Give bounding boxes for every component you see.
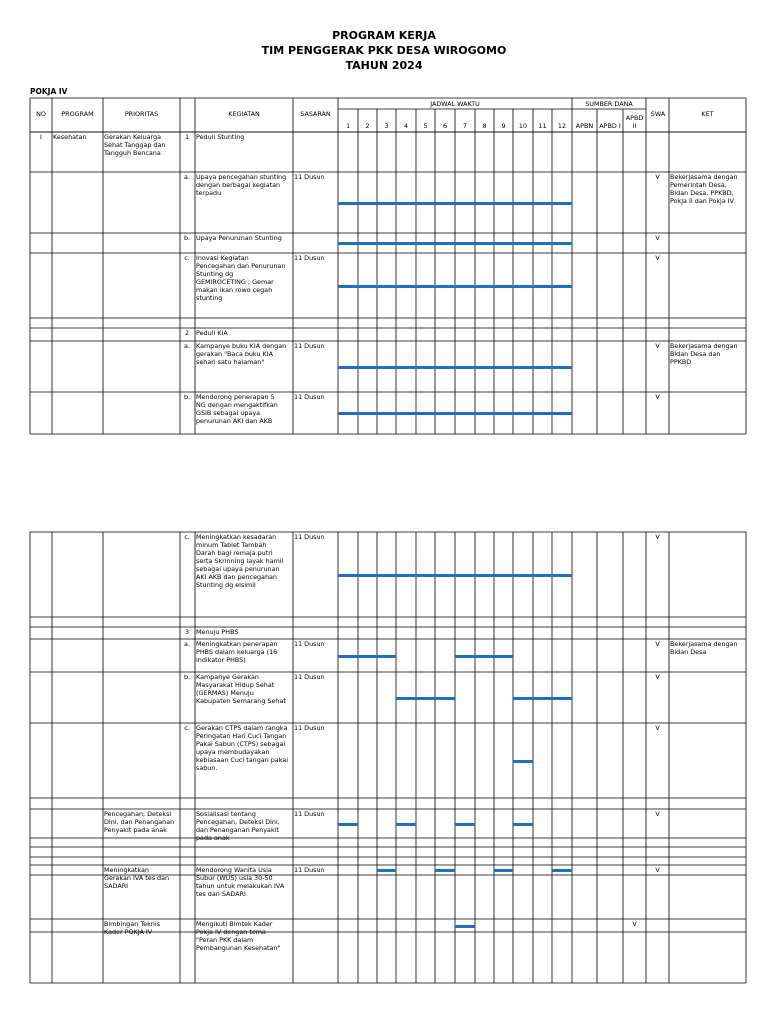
row-sasaran: 11 Dusun (294, 533, 325, 541)
row-swa: V (655, 254, 660, 262)
row-no (30, 810, 52, 838)
row-prioritas: Gerakan Keluarga Sehat Tanggap dan Tangguh Bencana (104, 133, 166, 157)
row-prioritas (104, 329, 180, 341)
row-program (53, 173, 103, 233)
row-sasaran: 11 Dusun (294, 342, 325, 350)
row-apbd2 (623, 393, 646, 434)
row-ket: Bekerjasama dengan Bidan Desa (670, 640, 738, 656)
row-swa (646, 799, 669, 809)
row-apbd2 (623, 876, 646, 919)
row-apbd2 (623, 866, 646, 875)
row-program (53, 319, 103, 328)
row-kegiatan (196, 618, 293, 627)
schedule-bar (338, 655, 396, 658)
row-apbd2: V (632, 920, 637, 928)
row-no (30, 920, 52, 932)
row-index: b. (183, 673, 191, 681)
row-apbd2 (623, 810, 646, 838)
row-swa (646, 876, 669, 919)
header-sumber-dana: SUMBER DANA (585, 100, 633, 108)
row-ket (670, 810, 746, 838)
row-apbd2 (623, 799, 646, 809)
row-swa (646, 839, 669, 847)
header-no: NO (36, 110, 46, 118)
row-index: a. (184, 173, 190, 181)
row-apbd2 (623, 319, 646, 328)
row-kegiatan (196, 319, 293, 328)
row-sasaran (294, 920, 338, 932)
row-kegiatan: Menuju PHBS (196, 628, 239, 636)
row-index: b. (183, 234, 191, 242)
row-sasaran (294, 329, 338, 341)
row-swa: V (655, 393, 660, 401)
row-ket (670, 319, 746, 328)
row-program (53, 866, 103, 875)
row-ket (670, 876, 746, 919)
row-sasaran: 11 Dusun (294, 673, 325, 681)
row-ket (670, 724, 746, 798)
row-sasaran: 11 Dusun (294, 810, 325, 818)
row-program (53, 329, 103, 341)
row-no (30, 329, 52, 341)
schedule-bar (377, 869, 396, 872)
row-sasaran: 11 Dusun (294, 254, 325, 262)
row-prioritas: Pencegahan, Deteksi Dini, dan Penanganan Penyakit pada anak (104, 810, 175, 834)
row-kegiatan: Peduli KIA (196, 329, 228, 337)
row-prioritas (104, 173, 180, 233)
row-swa (646, 920, 669, 932)
row-no (30, 640, 52, 672)
row-swa: V (655, 640, 660, 648)
row-index (180, 839, 194, 847)
row-no (30, 866, 52, 875)
row-no (30, 173, 52, 233)
row-ket: Bekerjasama dengan Pemerintah Desa, Bidan Desa, PPKBD, Pokja II dan Pokja IV (670, 173, 738, 205)
row-kegiatan (196, 848, 293, 857)
row-program (53, 533, 103, 617)
header-month: 8 (482, 122, 487, 130)
row-prioritas: Meningkatkan Gerakan IVA tes dan SADARI (104, 866, 170, 890)
header-month: 9 (501, 122, 506, 130)
header-month: 12 (557, 122, 567, 130)
schedule-bar (396, 697, 455, 700)
row-sasaran: 11 Dusun (294, 640, 325, 648)
row-swa: V (655, 810, 660, 818)
row-program (53, 234, 103, 253)
row-prioritas (104, 254, 180, 318)
schedule-bar (338, 202, 572, 205)
row-program (53, 810, 103, 838)
row-swa (646, 858, 669, 865)
row-sasaran (294, 858, 338, 865)
row-sasaran (294, 799, 338, 809)
row-sasaran (294, 876, 338, 919)
header-month: 3 (384, 122, 389, 130)
row-sasaran (294, 848, 338, 857)
row-prioritas (104, 839, 180, 847)
row-no (30, 673, 52, 723)
row-ket (670, 234, 746, 253)
header-month: 11 (538, 122, 547, 130)
header-swa: SWA (650, 110, 666, 118)
row-kegiatan: Gerakan CTPS dalam rangka Peringatan Hari Cuci Tangan Pakai Sabun (CTPS) sebagai upaya membudayakan kebiasaan Cuci tangan pakai sabun. (196, 724, 289, 772)
row-ket (670, 920, 746, 932)
row-ket (670, 533, 746, 617)
row-swa: V (655, 673, 660, 681)
header-apbd1: APBD I (599, 122, 621, 130)
row-kegiatan: Upaya pencegahan stunting dengan berbagai kegiatan terpadu (196, 173, 287, 197)
row-apbd2 (623, 133, 646, 172)
row-apbd2 (623, 533, 646, 617)
header-program: PROGRAM (61, 110, 94, 118)
schedule-bar (338, 285, 572, 288)
row-program (53, 393, 103, 434)
row-kegiatan: Mendorong penerapan 5 NG dengan mengaktifkan GSIB sebagai upaya penurunan AKI dan AKB (196, 393, 278, 425)
row-ket (670, 839, 746, 847)
row-swa: V (655, 342, 660, 350)
header-kegiatan: KEGIATAN (228, 110, 260, 118)
row-index: b. (183, 393, 191, 401)
row-program (53, 876, 103, 919)
row-swa (646, 319, 669, 328)
row-swa (646, 133, 669, 172)
title-line-2: TIM PENGGERAK PKK DESA WIROGOMO (261, 44, 507, 57)
row-prioritas (104, 799, 180, 809)
row-sasaran: 11 Dusun (294, 724, 325, 732)
row-apbd2 (623, 329, 646, 341)
row-ket (670, 329, 746, 341)
row-prioritas (104, 628, 180, 639)
row-swa (646, 848, 669, 857)
row-sasaran (294, 319, 338, 328)
row-program (53, 673, 103, 723)
row-ket (670, 799, 746, 809)
row-program (53, 640, 103, 672)
row-apbd2 (623, 640, 646, 672)
row-index (180, 810, 194, 838)
header-month: 10 (518, 122, 528, 130)
row-ket (670, 628, 746, 639)
row-no (30, 799, 52, 809)
header-month: 2 (365, 122, 370, 130)
row-swa: V (655, 234, 660, 242)
row-prioritas (104, 848, 180, 857)
header-sasaran: SASARAN (300, 110, 331, 118)
row-apbd2 (623, 254, 646, 318)
schedule-bar (513, 697, 572, 700)
row-kegiatan: Meningkatkan kesadaran minum Tablet Tambah Darah bagi remaja putri serta Skrinning layak hamil sebagai upaya penurunan AKI AKB dan pencegahan Stunting dg elsimil (196, 533, 284, 589)
row-no (30, 342, 52, 392)
row-prioritas (104, 640, 180, 672)
row-ket (670, 673, 746, 723)
row-index (180, 858, 194, 865)
row-kegiatan: Kampanye Gerakan Masyarakat Hidup Sehat (GERMAS) Menuju Kabupaten Semarang Sehat (196, 673, 286, 705)
row-program (53, 618, 103, 627)
row-program (53, 839, 103, 847)
schedule-bar (338, 242, 572, 245)
row-swa (646, 628, 669, 639)
schedule-bar (338, 823, 358, 826)
row-prioritas (104, 234, 180, 253)
row-no (30, 858, 52, 865)
row-apbd2 (623, 628, 646, 639)
row-sasaran (294, 839, 338, 847)
row-ket (670, 866, 746, 875)
row-ket (670, 133, 746, 172)
row-swa (646, 329, 669, 341)
schedule-bar (435, 869, 455, 872)
row-prioritas (104, 858, 180, 865)
row-program (53, 848, 103, 857)
header-month: 7 (462, 122, 468, 130)
row-index: 3 (184, 628, 190, 636)
schedule-bar (338, 412, 572, 415)
row-no (30, 393, 52, 434)
row-kegiatan: Peduli Stunting (196, 133, 245, 141)
row-index (180, 866, 194, 875)
row-program (53, 628, 103, 639)
row-apbd2 (623, 342, 646, 392)
row-swa (646, 618, 669, 627)
title-line-3: TAHUN 2024 (345, 59, 423, 72)
row-no (30, 876, 52, 919)
row-prioritas (104, 618, 180, 627)
row-apbd2 (623, 724, 646, 798)
row-ket (670, 848, 746, 857)
row-no (30, 839, 52, 847)
row-index: a. (184, 342, 190, 350)
row-apbd2 (623, 858, 646, 865)
row-index (180, 799, 194, 809)
row-ket (670, 254, 746, 318)
row-no (30, 618, 52, 627)
schedule-bar (494, 869, 513, 872)
row-sasaran: 11 Dusun (294, 173, 325, 181)
header-month: 6 (442, 122, 448, 130)
row-program (53, 799, 103, 809)
row-index: c. (184, 724, 190, 732)
row-index: c. (184, 254, 190, 262)
row-swa: V (655, 866, 660, 874)
row-index (180, 618, 194, 627)
row-program (53, 254, 103, 318)
schedule-bar (513, 760, 533, 763)
header-apbn: APBN (575, 122, 594, 130)
row-sasaran (294, 628, 338, 639)
row-index (180, 876, 194, 919)
row-apbd2 (623, 673, 646, 723)
row-apbd2 (623, 173, 646, 233)
row-index: 1 (184, 133, 190, 141)
row-prioritas (104, 533, 180, 617)
row-no (30, 254, 52, 318)
row-program (53, 342, 103, 392)
schedule-bar (552, 869, 572, 872)
schedule-bar (455, 655, 513, 658)
row-kegiatan: Meningkatkan penerapan PHBS dalam keluarga (16 indikator PHBS) (196, 640, 278, 664)
row-ket: Bekerjasama dengan Bidan Desa dan PPKBD (670, 342, 738, 366)
row-apbd2 (623, 848, 646, 857)
row-swa: V (655, 173, 660, 181)
row-prioritas: Bimbingan Teknis Kader POKJA IV (104, 920, 160, 936)
row-no: I (40, 133, 42, 141)
schedule-bar (396, 823, 416, 826)
row-prioritas (104, 876, 180, 919)
row-kegiatan: Mendorong Wanita Usia Subur (WUS) usia 30-50 tahun untuk melakukan IVA tes dan SADARI (196, 866, 285, 898)
schedule-bar (338, 366, 572, 369)
row-apbd2 (623, 618, 646, 627)
row-index (180, 848, 194, 857)
row-kegiatan (196, 858, 293, 865)
row-swa: V (655, 724, 660, 732)
row-no (30, 628, 52, 639)
row-sasaran: 11 Dusun (294, 866, 325, 874)
row-program (53, 920, 103, 932)
row-index: 2 (184, 329, 190, 337)
row-kegiatan (196, 876, 293, 919)
row-index: a. (184, 640, 190, 648)
header-apbd2: APBD II (625, 114, 644, 130)
row-prioritas (104, 724, 180, 798)
row-sasaran (294, 133, 338, 172)
row-swa: V (655, 533, 660, 541)
header-ket: KET (701, 110, 714, 118)
row-prioritas (104, 319, 180, 328)
row-program (53, 858, 103, 865)
row-no (30, 533, 52, 617)
row-kegiatan (196, 799, 293, 809)
schedule-bar (455, 823, 475, 826)
row-index: c. (184, 533, 190, 541)
row-kegiatan: Sosialisasi tentang Pencegahan, Deteksi Dini, dan Penanganan Penyakit pada anak (196, 810, 280, 842)
row-apbd2 (623, 839, 646, 847)
row-no (30, 724, 52, 798)
header-prioritas: PRIORITAS (124, 110, 159, 118)
row-kegiatan: Kampanye buku KIA dengan gerakan "Baca buku KIA sehari satu halaman" (196, 342, 287, 366)
row-no (30, 319, 52, 328)
row-sasaran: 11 Dusun (294, 393, 325, 401)
row-ket (670, 858, 746, 865)
row-program: Kesehatan (53, 133, 87, 141)
row-kegiatan (196, 839, 293, 847)
row-kegiatan: Inovasi Kegiatan Pencegahan dan Penurunan Stunting dg GEMIROCETING ; Gemar makan ikan rowo cegah stunting (196, 254, 286, 302)
row-sasaran (294, 618, 338, 627)
row-prioritas (104, 393, 180, 434)
row-no (30, 234, 52, 253)
schedule-bar (513, 823, 533, 826)
section-label: POKJA IV (30, 87, 68, 96)
row-ket (670, 618, 746, 627)
row-kegiatan: Mengikuti Bimtek Kader Pokja IV dengan tema "Peran PKK dalam Pembangunan Kesehatan" (196, 920, 281, 952)
header-month: 1 (345, 122, 351, 130)
header-month: 4 (403, 122, 409, 130)
row-ket (670, 393, 746, 434)
row-no (30, 848, 52, 857)
header-month: 5 (423, 122, 428, 130)
title-line-1: PROGRAM KERJA (332, 29, 436, 42)
row-index (180, 920, 194, 932)
row-program (53, 724, 103, 798)
schedule-bar (338, 574, 572, 577)
header-jadwal-waktu: JADWAL WAKTU (430, 100, 480, 108)
row-prioritas (104, 342, 180, 392)
row-kegiatan: Upaya Penurunan Stunting (196, 234, 282, 242)
row-prioritas (104, 673, 180, 723)
row-apbd2 (623, 234, 646, 253)
row-sasaran (294, 234, 338, 253)
row-index (180, 319, 194, 328)
schedule-bar (455, 925, 475, 928)
